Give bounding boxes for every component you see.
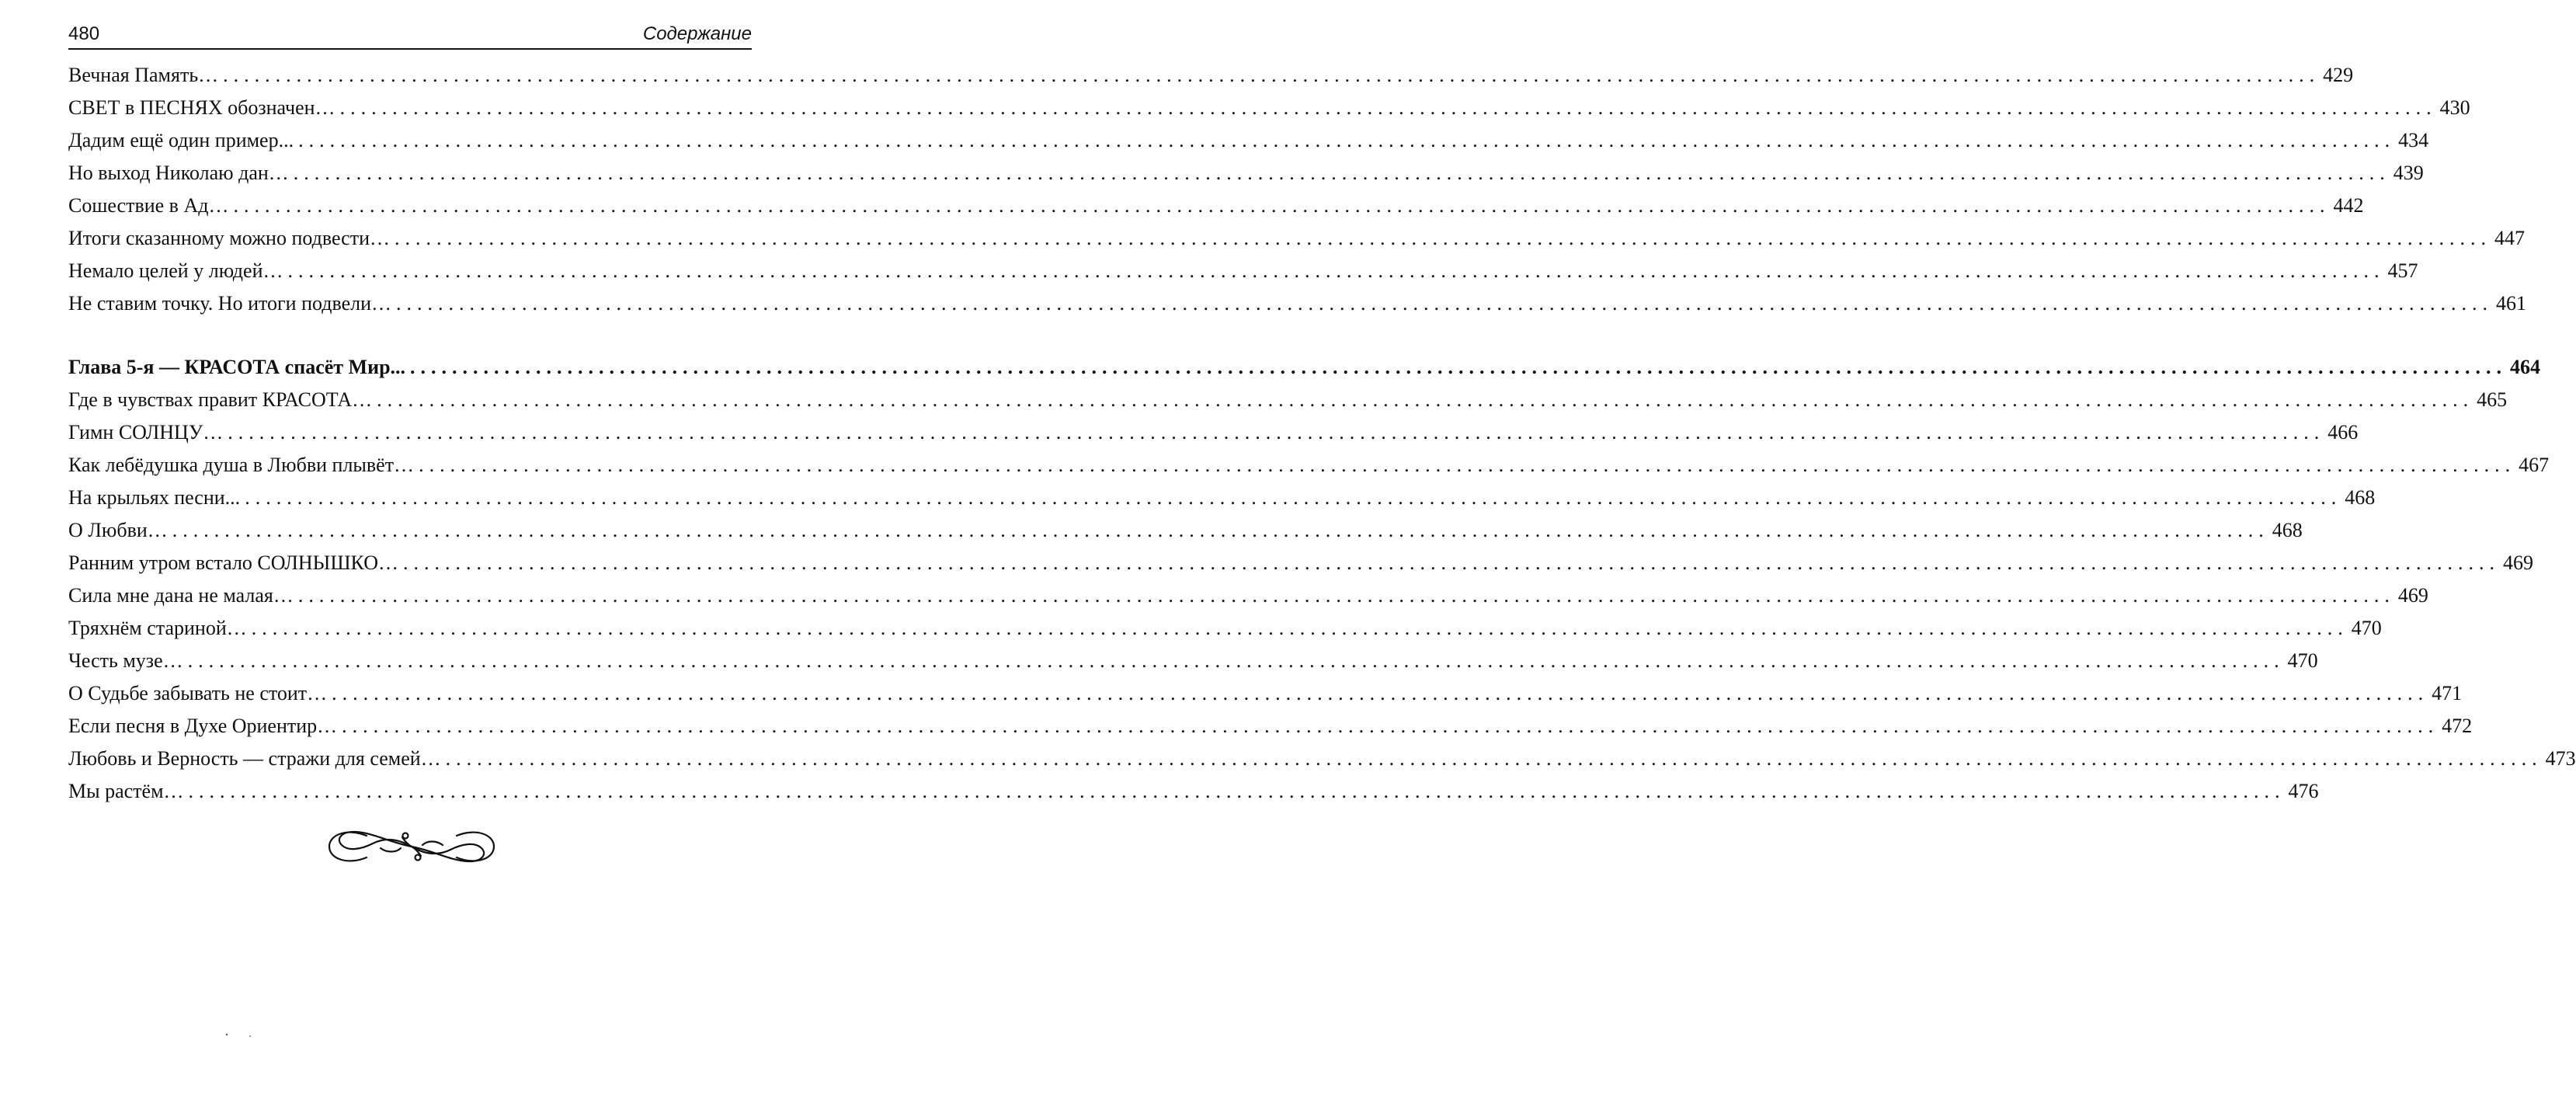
flourish-divider-icon (325, 825, 499, 868)
dot-leader: ........................................................................................................................................................................................................ (187, 649, 2285, 672)
toc-entry-page: 469 (2397, 584, 2428, 607)
toc-entry-page: 476 (2288, 780, 2319, 802)
dot-leader: ........................................................................................................................................................................................................ (245, 486, 2342, 509)
toc-entry[interactable] (68, 482, 2376, 514)
dot-leader: ........................................................................................................................................................................................................ (419, 454, 2516, 476)
toc-entry[interactable] (68, 384, 2508, 416)
toc-entry-page: 442 (2333, 194, 2364, 217)
dot-leader: ........................................................................................................................................................................................................ (396, 292, 2494, 315)
toc-entry[interactable] (68, 222, 2525, 255)
toc-entry-title: Не ставим точку. Но итоги подвели… (68, 292, 392, 315)
dot-leader: ........................................................................................................................................................................................................ (188, 780, 2286, 802)
dot-leader: ........................................................................................................................................................................................................ (233, 194, 2331, 217)
dot-leader: ........................................................................................................................................................................................................ (172, 519, 2269, 541)
toc-entry[interactable] (68, 612, 2382, 645)
toc-entry-page: 472 (2442, 715, 2473, 737)
toc-entry-title: Где в чувствах правит КРАСОТА… (68, 388, 373, 411)
toc-section-chapter5 (68, 384, 2576, 808)
toc-entry[interactable] (68, 190, 2364, 222)
toc-entry[interactable] (68, 677, 2463, 710)
dot-leader: ........................................................................................................................................................................................................ (445, 747, 2543, 770)
toc-entry-page: 430 (2439, 96, 2470, 119)
section-gap (68, 320, 749, 351)
toc-entry-title: Итоги сказанному можно подвести… (68, 227, 390, 249)
dot-leader: ........................................................................................................................................................................................................ (293, 162, 2390, 184)
toc-entry-title: Честь музе… (68, 649, 183, 672)
toc-entry[interactable] (68, 645, 2318, 677)
dot-leader: ........................................................................................................................................................................................................ (287, 259, 2385, 282)
dot-leader: ........................................................................................................................................................................................................ (251, 617, 2348, 639)
toc-entry-page: 469 (2503, 551, 2534, 574)
toc-entry-title: На крыльях песни... (68, 486, 241, 509)
toc-entry[interactable] (68, 449, 2550, 482)
toc-entry[interactable] (68, 157, 2424, 190)
toc-entry-page: 429 (2323, 64, 2354, 86)
toc-entry-page: 465 (2477, 388, 2508, 411)
toc-entry-title: Дадим ещё один пример... (68, 129, 294, 151)
dot-leader: ........................................................................................................................................................................................................ (339, 96, 2437, 119)
toc-entry-page: 457 (2387, 259, 2418, 282)
toc-entry-page: 461 (2496, 292, 2527, 315)
toc-entry-title: Ранним утром встало СОЛНЫШКО… (68, 551, 399, 574)
toc-entry[interactable] (68, 775, 2319, 808)
dot-leader: ........................................................................................................................................................................................................ (403, 551, 2501, 574)
toc-entry-page: 470 (2287, 649, 2318, 672)
toc-entry-title: Если песня в Духе Ориентир… (68, 715, 338, 737)
dot-leader: ........................................................................................................................................................................................................ (342, 715, 2439, 737)
toc-entry-title: Сошествие в Ад… (68, 194, 229, 217)
toc-entry-page: 468 (2272, 519, 2303, 541)
toc-entry[interactable] (68, 92, 2470, 124)
toc-entry-title: Немало целей у людей… (68, 259, 283, 282)
toc-entry-page: 466 (2327, 421, 2359, 443)
toc-entry-page: 467 (2519, 454, 2550, 476)
toc-entry-title: Но выход Николаю дан… (68, 162, 289, 184)
toc-entry-page: 470 (2351, 617, 2382, 639)
toc-entry-title: О Судьбе забывать не стоит… (68, 682, 328, 704)
toc-entry-title: Сила мне дана не малая… (68, 584, 294, 607)
toc-entry-title: Мы растём… (68, 780, 184, 802)
chapter-heading[interactable] (68, 351, 2541, 384)
toc-entry[interactable] (68, 124, 2429, 157)
toc-entry[interactable] (68, 743, 2576, 775)
toc-entry[interactable] (68, 59, 2354, 92)
toc-entry-page: 468 (2345, 486, 2376, 509)
print-specks (222, 1030, 261, 1039)
toc-entry[interactable] (68, 416, 2359, 449)
toc-entry-title: Как лебёдушка душа в Любви плывёт… (68, 454, 415, 476)
dot-leader: ........................................................................................................................................................................................................ (410, 356, 2508, 378)
toc-entry[interactable] (68, 579, 2428, 612)
toc-entry[interactable] (68, 287, 2527, 320)
toc-entry-page: 434 (2398, 129, 2429, 151)
toc-entry[interactable] (68, 514, 2303, 547)
dot-leader: ........................................................................................................................................................................................................ (223, 64, 2320, 86)
dot-leader: ........................................................................................................................................................................................................ (395, 227, 2491, 249)
toc-section-first (68, 59, 2527, 320)
chapter-page: 464 (2510, 356, 2541, 378)
chapter-title: Глава 5-я — КРАСОТА спасёт Мир... (68, 356, 406, 378)
toc-entry-title: Вечная Память… (68, 64, 219, 86)
toc-entry-title: Гимн СОЛНЦУ… (68, 421, 224, 443)
toc-entry-title: Тряхнём стариной… (68, 617, 247, 639)
toc-entry[interactable] (68, 547, 2534, 579)
dot-leader: ........................................................................................................................................................................................................ (297, 584, 2395, 607)
toc-entry-page: 447 (2494, 227, 2525, 249)
toc-entry[interactable] (68, 255, 2418, 287)
dot-leader: ........................................................................................................................................................................................................ (228, 421, 2325, 443)
toc-entry[interactable] (68, 710, 2473, 743)
dot-leader: ........................................................................................................................................................................................................ (332, 682, 2429, 704)
dot-leader: ........................................................................................................................................................................................................ (377, 388, 2474, 411)
toc-entry-page: 439 (2393, 162, 2424, 184)
toc-entry-title: О Любви… (68, 519, 168, 541)
toc-entry-title: СВЕТ в ПЕСНЯХ обозначен… (68, 96, 335, 119)
table-of-contents (68, 59, 2576, 808)
toc-entry-title: Любовь и Верность — стражи для семей… (68, 747, 441, 770)
toc-entry-page: 471 (2432, 682, 2463, 704)
page-number: 480 (68, 23, 100, 44)
page-header (68, 20, 752, 50)
toc-entry-page: 473 (2545, 747, 2576, 770)
running-title: Содержание (642, 23, 752, 44)
dot-leader: ........................................................................................................................................................................................................ (298, 129, 2396, 151)
